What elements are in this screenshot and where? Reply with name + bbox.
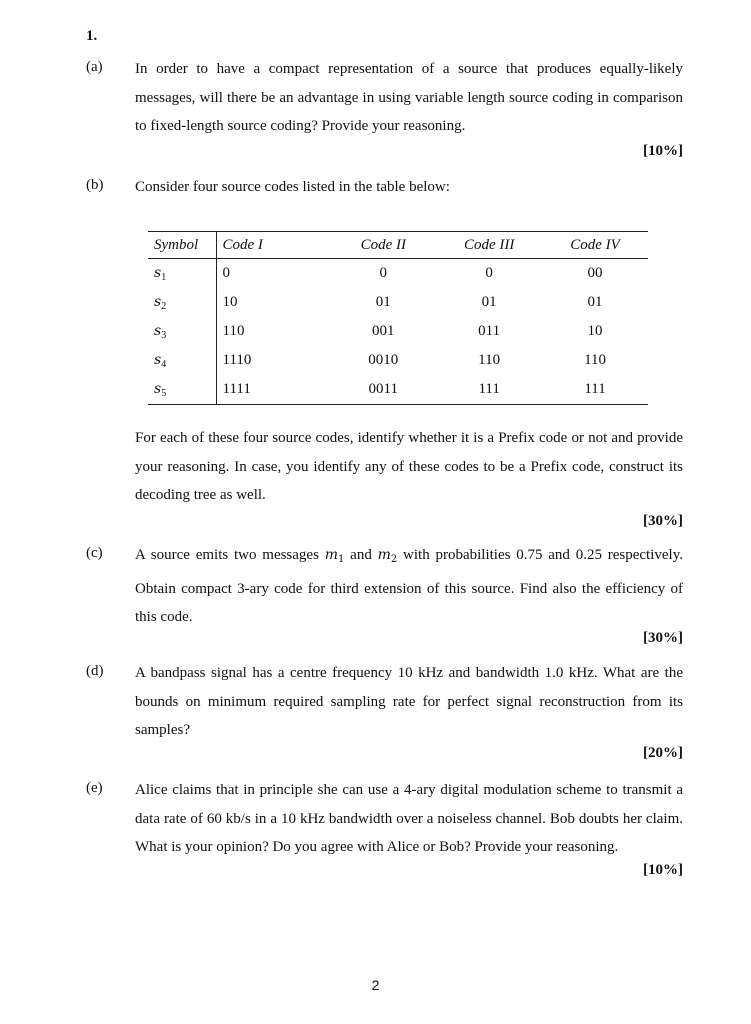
code3-cell: 110: [478, 352, 501, 368]
code2-cell: 001: [372, 323, 395, 339]
part-d-text: A bandpass signal has a centre frequency 10 kHz and bandwidth 1.0 kHz. What are the bounds on minimum required sampling rate for perfect signal reconstruction from its samples?: [135, 665, 683, 738]
header-code-2: Code II: [330, 232, 436, 259]
part-b-intro: Consider four source codes listed in the table below:: [135, 179, 450, 195]
part-c-label: (c): [86, 545, 103, 561]
code4-cell: 00: [587, 265, 603, 281]
code3-cell: 011: [478, 323, 501, 339]
symbol-cell: $s_3$: [148, 317, 216, 346]
page-number: 2: [371, 977, 380, 993]
code4-cell: 10: [587, 323, 603, 339]
code3-cell: 0: [485, 265, 493, 281]
part-c-marks: [30%]: [643, 630, 683, 646]
code2-cell: 01: [375, 294, 391, 310]
part-e-text: Alice claims that in principle she can use a 4-ary digital modulation scheme to transmit a data rate of 60 kb/s in a 10 kHz bandwidth over a noiseless channel. Bob doubts her claim. What is your opinion? Do you agree with Alice or Bob? Provide your reasoning.: [135, 782, 683, 855]
part-e-label: (e): [86, 780, 103, 796]
symbol-cell: $s_1$: [148, 259, 216, 289]
code1-cell: 10: [222, 294, 238, 310]
symbol-cell: $s_4$: [148, 346, 216, 375]
part-b-text: For each of these four source codes, identify whether it is a Prefix code or not and provide your reasoning. In case, you identify any of these codes to be a Prefix code, construct its decoding tree as well.: [135, 430, 683, 503]
table-row: [148, 375, 648, 405]
code4-cell: 111: [542, 375, 648, 405]
code4-cell: 01: [587, 294, 603, 310]
table-header-row: [148, 232, 648, 259]
part-b-marks: [30%]: [643, 513, 683, 529]
code-table: [148, 231, 648, 405]
code1-cell: 110: [222, 323, 245, 339]
header-code-1: Code I: [216, 232, 330, 259]
code2-cell: 0010: [368, 352, 399, 368]
code2-cell: 0011: [330, 375, 436, 405]
part-d-marks: [20%]: [643, 745, 683, 761]
part-a-label: (a): [86, 59, 103, 75]
symbol-cell: $s_2$: [148, 288, 216, 317]
code1-cell: 1111: [216, 375, 330, 405]
code1-cell: 1110: [222, 352, 252, 368]
table-row: [148, 288, 648, 317]
table-row: [148, 317, 648, 346]
part-c-text: A source emits two messages $m_1$ and $m_2$ with probabilities 0.75 and 0.25 respectively. Obtain compact 3-ary code for third extension of this source. Find also the efficiency of this code.: [135, 547, 683, 625]
code1-cell: 0: [222, 265, 230, 281]
code4-cell: 110: [584, 352, 607, 368]
question-number: 1.: [86, 28, 98, 44]
header-code-4: Code IV: [542, 232, 648, 259]
header-symbol: Symbol: [148, 232, 216, 259]
code3-cell: 01: [481, 294, 497, 310]
symbol-cell: $s_5$: [148, 375, 216, 405]
m1-symbol: $m_1$: [324, 547, 345, 565]
part-d-label: (d): [86, 663, 104, 679]
header-code-3: Code III: [436, 232, 542, 259]
m2-symbol: $m_2$: [377, 547, 398, 565]
part-a-marks: [10%]: [643, 143, 683, 159]
code3-cell: 111: [436, 375, 542, 405]
part-a-text: In order to have a compact representation of a source that produces equally-likely messages, will there be an advantage in using variable length source coding in comparison to fixed-length source coding? Provide your reasoning.: [135, 61, 683, 134]
code2-cell: 0: [379, 265, 388, 281]
part-b-label: (b): [86, 177, 104, 193]
table-row: [148, 259, 648, 289]
table-row: [148, 346, 648, 375]
part-e-marks: [10%]: [643, 862, 683, 878]
